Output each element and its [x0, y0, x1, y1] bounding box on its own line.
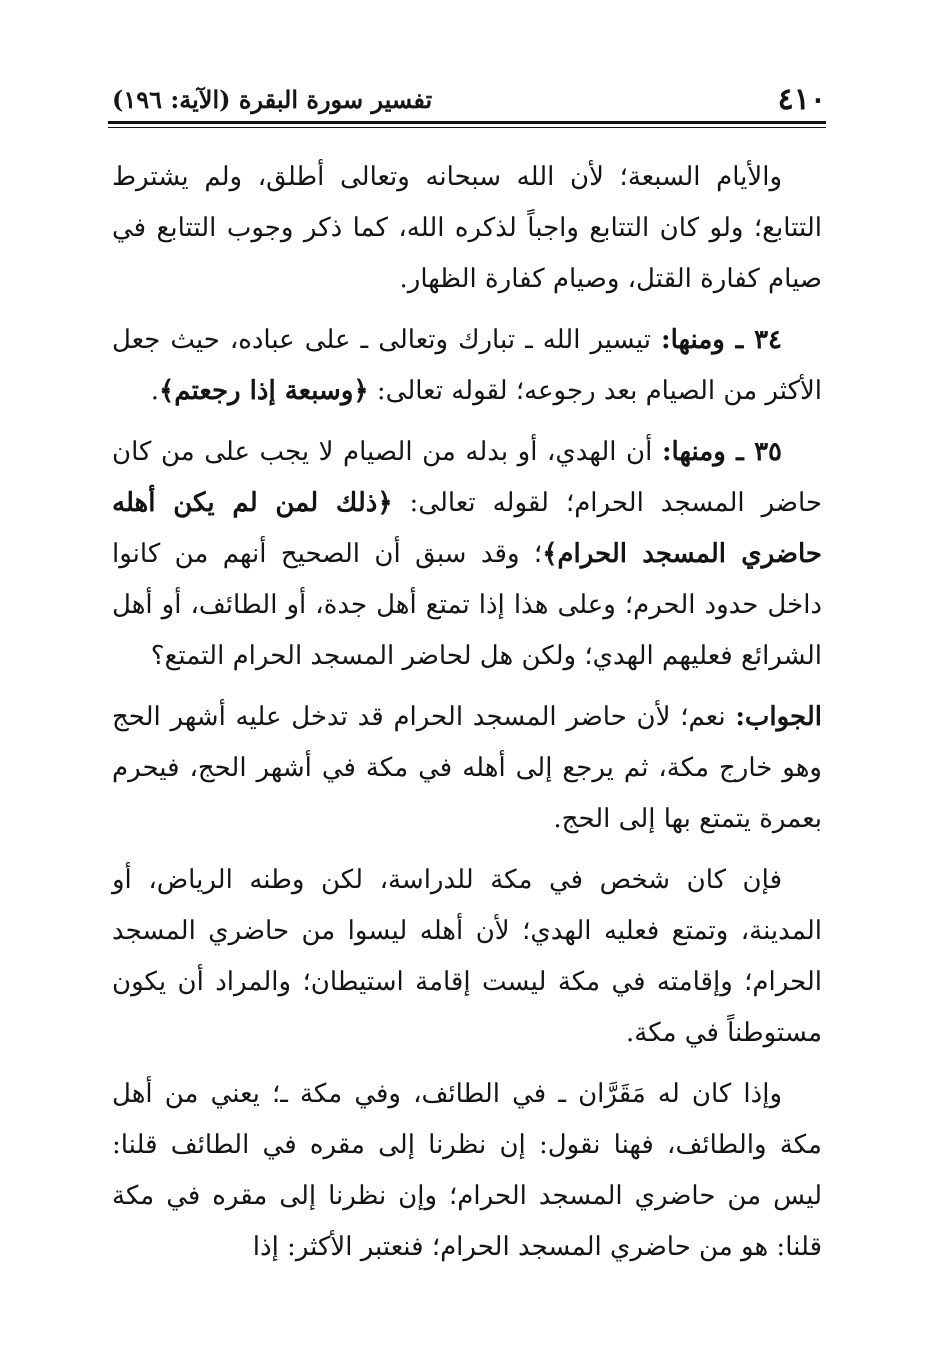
- paragraph-6: [112, 1069, 822, 1273]
- paragraph-3: [112, 427, 822, 682]
- point-35-lead: ٣٥ ـ ومنها:: [661, 437, 782, 467]
- page-header: [112, 80, 826, 120]
- paragraph-5: [112, 855, 822, 1059]
- paragraph-4: [112, 692, 822, 845]
- running-title: تفسير سورة البقرة (الآية: ١٩٦): [112, 85, 433, 114]
- paragraph-text: وإذا كان له مَقَرَّان ـ في الطائف، وفي مكة ـ؛ يعني من أهل مكة والطائف، فهنا نقول: إن نظرنا إلى مقره في الطائف قلنا: ليس من حاضري المسجد الحرام؛ وإن نظرنا إلى مقره في مكة قلنا: هو من حاضري المسجد الحرام؛ فنعتبر الأكثر: إذا: [112, 1079, 822, 1262]
- paragraph-1: [112, 152, 822, 305]
- body-text: [112, 152, 822, 1283]
- header-rule-thin: [108, 127, 826, 128]
- point-34-lead: ٣٤ ـ ومنها:: [660, 325, 782, 355]
- header-rule-thick: [108, 121, 826, 124]
- quran-verse: ﴿ذلك لمن لم يكن أهله حاضري المسجد الحرام﴾: [112, 488, 822, 569]
- paragraph-2: [112, 315, 822, 417]
- paragraph-text: .: [150, 376, 160, 406]
- paragraph-text: فإن كان شخص في مكة للدراسة، لكن وطنه الرياض، أو المدينة، وتمتع فعليه الهدي؛ لأن أهله ليسوا من حاضري المسجد الحرام؛ وإقامته في مكة ليست إقامة استيطان؛ والمراد أن يكون مستوطناً في مكة.: [112, 865, 822, 1048]
- paragraph-text: ؛ وقد سبق أن الصحيح أنهم من كانوا داخل حدود الحرم؛ وعلى هذا إذا تمتع أهل جدة، أو الطائف، أو أهل الشرائع فعليهم الهدي؛ ولكن هل لحاضر المسجد الحرام التمتع؟: [112, 539, 822, 671]
- page-number: ٤١٠: [777, 82, 826, 117]
- paragraph-text: تيسير الله ـ تبارك وتعالى ـ على عباده، حيث جعل الأكثر من الصيام بعد رجوعه؛ لقوله تعالى:: [112, 325, 822, 406]
- paragraph-text: أن الهدي، أو بدله من الصيام لا يجب على من كان حاضر المسجد الحرام؛ لقوله تعالى:: [112, 437, 822, 518]
- paragraph-text: والأيام السبعة؛ لأن الله سبحانه وتعالى أطلق، ولم يشترط التتابع؛ ولو كان التتابع واجباً لذكره الله، كما ذكر وجوب التتابع في صيام كفارة القتل، وصيام كفارة الظهار.: [112, 162, 822, 294]
- answer-lead: الجواب:: [735, 702, 822, 732]
- paragraph-text: نعم؛ لأن حاضر المسجد الحرام قد تدخل عليه أشهر الحج وهو خارج مكة، ثم يرجع إلى أهله في مكة في أشهر الحج، فيحرم بعمرة يتمتع بها إلى الحج.: [112, 702, 822, 834]
- quran-verse: ﴿وسبعة إذا رجعتم﴾: [159, 376, 369, 406]
